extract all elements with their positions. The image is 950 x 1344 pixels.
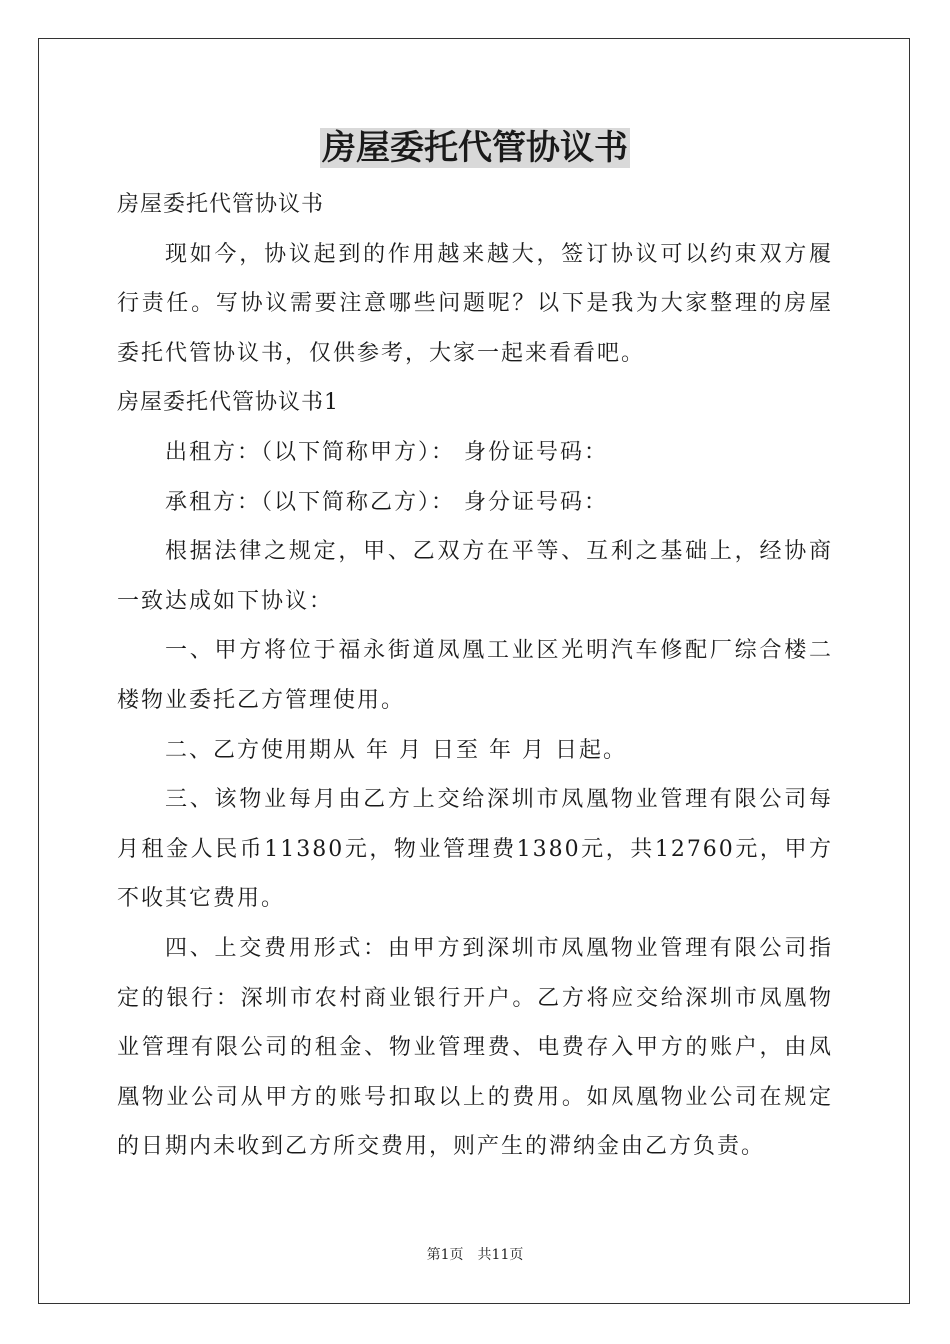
clause-2: 二、乙方使用期从 年 月 日至 年 月 日起。 [165, 737, 627, 763]
lessee-line: 承租方：（以下简称乙方）： 身分证号码： [165, 489, 608, 515]
lessor-line: 出租方：（以下简称甲方）： 身份证号码： [165, 439, 608, 465]
document-body [117, 180, 833, 1172]
document-title [0, 122, 950, 174]
intro-paragraph: 现如今，协议起到的作用越来越大，签订协议可以约束双方履行责任。写协议需要注意哪些问题呢？以下是我为大家整理的房屋委托代管协议书，仅供参考，大家一起来看看吧。 [117, 241, 833, 366]
clause-1: 一、甲方将位于福永街道凤凰工业区光明汽车修配厂综合楼二楼物业委托乙方管理使用。 [117, 638, 833, 713]
document-title-text: 房屋委托代管协议书 [322, 128, 628, 168]
document-subtitle: 房屋委托代管协议书 [117, 192, 325, 217]
section-heading: 房屋委托代管协议书1 [117, 390, 339, 416]
clause-3: 三、该物业每月由乙方上交给深圳市凤凰物业管理有限公司每月租金人民币11380元，物业管理费1380元，共12760元，甲方不收其它费用。 [117, 787, 833, 912]
page-number-footer: 第1页 共11页 [426, 1247, 524, 1263]
agreement-basis-paragraph: 根据法律之规定，甲、乙双方在平等、互利之基础上，经协商一致达成如下协议： [117, 539, 833, 614]
clause-4: 四、上交费用形式：由甲方到深圳市凤凰物业管理有限公司指定的银行：深圳市农村商业银行开户。乙方将应交给深圳市凤凰物业管理有限公司的租金、物业管理费、电费存入甲方的账户，由凤凰物业公司从甲方的账号扣取以上的费用。如凤凰物业公司在规定的日期内未收到乙方所交费用，则产生的滞纳金由乙方负责。 [117, 935, 833, 1160]
